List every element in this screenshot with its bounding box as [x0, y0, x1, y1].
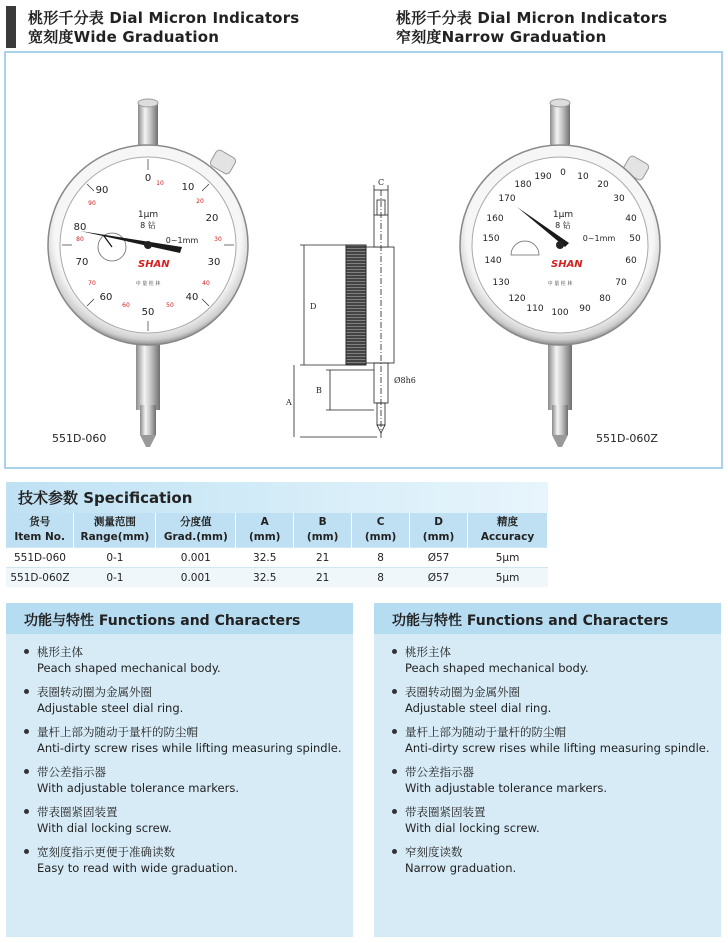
svg-text:20: 20: [205, 213, 219, 224]
functions-panel-right: [374, 603, 721, 937]
svg-text:80: 80: [73, 222, 87, 233]
svg-text:10: 10: [156, 180, 164, 187]
col-range: 测量范围 Range(mm): [74, 513, 156, 548]
svg-text:80: 80: [599, 294, 611, 304]
svg-text:1μm: 1μm: [552, 210, 574, 220]
svg-text:70: 70: [88, 280, 96, 287]
feature-en: Easy to read with wide graduation.: [37, 861, 238, 875]
header-right-title: 桃形千分表 Dial Micron Indicators: [396, 9, 668, 27]
svg-text:90: 90: [579, 304, 591, 314]
feature-en: Anti-dirty screw rises while lifting measuring spindle.: [37, 741, 342, 755]
bullet-icon: [24, 769, 29, 774]
cell-b: 21: [294, 548, 352, 568]
col-b: B (mm): [294, 513, 352, 548]
svg-text:10: 10: [577, 172, 589, 182]
model-label-right: 551D-060Z: [596, 432, 658, 445]
svg-text:50: 50: [166, 302, 174, 309]
col-item-no: 货号 Item No.: [6, 513, 74, 548]
table-row: [6, 548, 548, 568]
col-a: A (mm): [236, 513, 294, 548]
svg-text:90: 90: [88, 200, 96, 207]
cell-c: 8: [352, 548, 410, 568]
svg-text:SHAN: SHAN: [138, 259, 170, 270]
col-accuracy: 精度 Accuracy: [468, 513, 548, 548]
feature-cn: 表圈转动圈为金属外圈: [37, 685, 152, 699]
svg-text:50: 50: [141, 307, 155, 318]
feature-en: With adjustable tolerance markers.: [37, 781, 239, 795]
svg-text:0: 0: [144, 173, 152, 184]
cell-grad: 0.001: [156, 568, 236, 588]
svg-text:10: 10: [181, 182, 195, 193]
svg-text:0: 0: [560, 168, 566, 178]
bullet-icon: [392, 649, 397, 654]
bullet-icon: [392, 769, 397, 774]
svg-text:60: 60: [625, 256, 637, 266]
cell-grad: 0.001: [156, 548, 236, 568]
feature-en: Anti-dirty screw rises while lifting measuring spindle.: [405, 741, 710, 755]
cell-c: 8: [352, 568, 410, 588]
spec-header-row: [6, 513, 548, 548]
spec-title: 技术参数 Specification: [18, 489, 193, 507]
bullet-icon: [392, 689, 397, 694]
svg-text:30: 30: [207, 257, 221, 268]
functions-panel-left: [6, 603, 353, 937]
svg-text:40: 40: [202, 280, 210, 287]
feature-en: Adjustable steel dial ring.: [37, 701, 184, 715]
svg-text:30: 30: [214, 236, 222, 243]
dim-stem-label: Ø8h6: [394, 376, 416, 385]
cell-b: 21: [294, 568, 352, 588]
svg-text:70: 70: [75, 257, 89, 268]
svg-text:20: 20: [597, 180, 609, 190]
feature-cn: 桃形主体: [405, 645, 451, 659]
spec-table: [6, 513, 548, 587]
cell-item: 551D-060: [6, 548, 74, 568]
cell-range: 0-1: [74, 548, 156, 568]
bullet-icon: [392, 849, 397, 854]
svg-text:8 钻: 8 钻: [140, 221, 156, 230]
functions-right-title: 功能与特性 Functions and Characters: [392, 613, 669, 629]
svg-text:150: 150: [482, 234, 500, 244]
bullet-icon: [24, 729, 29, 734]
feature-en: With adjustable tolerance markers.: [405, 781, 607, 795]
feature-cn: 表圈转动圈为金属外圈: [405, 685, 520, 699]
bullet-icon: [24, 689, 29, 694]
dim-d-label: D: [310, 302, 317, 311]
svg-text:1μm: 1μm: [137, 210, 159, 220]
bullet-icon: [24, 849, 29, 854]
dim-b-label: B: [316, 386, 322, 395]
svg-text:40: 40: [185, 292, 199, 303]
feature-en: With dial locking screw.: [405, 821, 540, 835]
svg-text:中 量 桂 林: 中 量 桂 林: [547, 281, 573, 287]
header-right-subtitle: 窄刻度Narrow Graduation: [396, 28, 607, 46]
svg-text:30: 30: [613, 194, 625, 204]
bullet-icon: [24, 809, 29, 814]
svg-text:70: 70: [615, 278, 627, 288]
dim-c-label: C: [377, 178, 385, 187]
table-row: [6, 568, 548, 588]
cell-a: 32.5: [236, 568, 294, 588]
svg-text:SHAN: SHAN: [551, 259, 583, 270]
cell-d: Ø57: [410, 568, 468, 588]
feature-cn: 桃形主体: [37, 645, 83, 659]
svg-text:中 量 桂 林: 中 量 桂 林: [135, 281, 161, 287]
feature-cn: 带公差指示器: [37, 765, 106, 779]
feature-en: Narrow graduation.: [405, 861, 517, 875]
header-accent-bar: [6, 6, 16, 48]
svg-text:8 钻: 8 钻: [555, 221, 571, 230]
svg-text:0~1mm: 0~1mm: [582, 234, 616, 243]
cell-accuracy: 5μm: [468, 548, 548, 568]
svg-text:40: 40: [625, 214, 637, 224]
svg-text:140: 140: [484, 256, 502, 266]
cell-a: 32.5: [236, 548, 294, 568]
feature-en: Peach shaped mechanical body.: [405, 661, 589, 675]
svg-text:160: 160: [486, 214, 504, 224]
feature-cn: 宽刻度指示更便于准确读数: [37, 845, 175, 859]
feature-cn: 量杆上部为随动于量杆的防尘帽: [405, 725, 566, 739]
cell-d: Ø57: [410, 548, 468, 568]
cell-range: 0-1: [74, 568, 156, 588]
header-left-subtitle: 宽刻度Wide Graduation: [28, 28, 220, 46]
feature-en: With dial locking screw.: [37, 821, 172, 835]
cell-accuracy: 5μm: [468, 568, 548, 588]
svg-text:110: 110: [526, 304, 544, 314]
svg-text:20: 20: [196, 198, 204, 205]
svg-text:190: 190: [534, 172, 552, 182]
feature-cn: 带表圈紧固装置: [405, 805, 486, 819]
bullet-icon: [392, 729, 397, 734]
feature-en: Adjustable steel dial ring.: [405, 701, 552, 715]
svg-text:120: 120: [508, 294, 526, 304]
col-grad: 分度值 Grad.(mm): [156, 513, 236, 548]
dial-indicator-wide-image: [40, 95, 260, 455]
dimension-drawing: [282, 175, 422, 445]
feature-cn: 带公差指示器: [405, 765, 474, 779]
feature-cn: 窄刻度读数: [405, 845, 463, 859]
svg-text:100: 100: [551, 308, 569, 318]
bullet-icon: [24, 649, 29, 654]
svg-text:90: 90: [95, 185, 109, 196]
svg-text:130: 130: [492, 278, 510, 288]
dial-indicator-narrow-image: [455, 95, 675, 455]
svg-text:60: 60: [122, 302, 130, 309]
col-d: D (mm): [410, 513, 468, 548]
cell-item: 551D-060Z: [6, 568, 74, 588]
svg-text:180: 180: [514, 180, 532, 190]
feature-en: Peach shaped mechanical body.: [37, 661, 221, 675]
header-left-title: 桃形千分表 Dial Micron Indicators: [28, 9, 300, 27]
svg-text:0~1mm: 0~1mm: [165, 236, 199, 245]
functions-left-title: 功能与特性 Functions and Characters: [24, 613, 301, 629]
svg-text:80: 80: [76, 236, 84, 243]
svg-text:170: 170: [498, 194, 516, 204]
svg-text:60: 60: [99, 292, 113, 303]
model-label-left: 551D-060: [52, 432, 107, 445]
col-c: C (mm): [352, 513, 410, 548]
dim-a-label: A: [286, 398, 292, 407]
bullet-icon: [392, 809, 397, 814]
svg-text:50: 50: [629, 234, 641, 244]
feature-cn: 量杆上部为随动于量杆的防尘帽: [37, 725, 198, 739]
feature-cn: 带表圈紧固装置: [37, 805, 118, 819]
